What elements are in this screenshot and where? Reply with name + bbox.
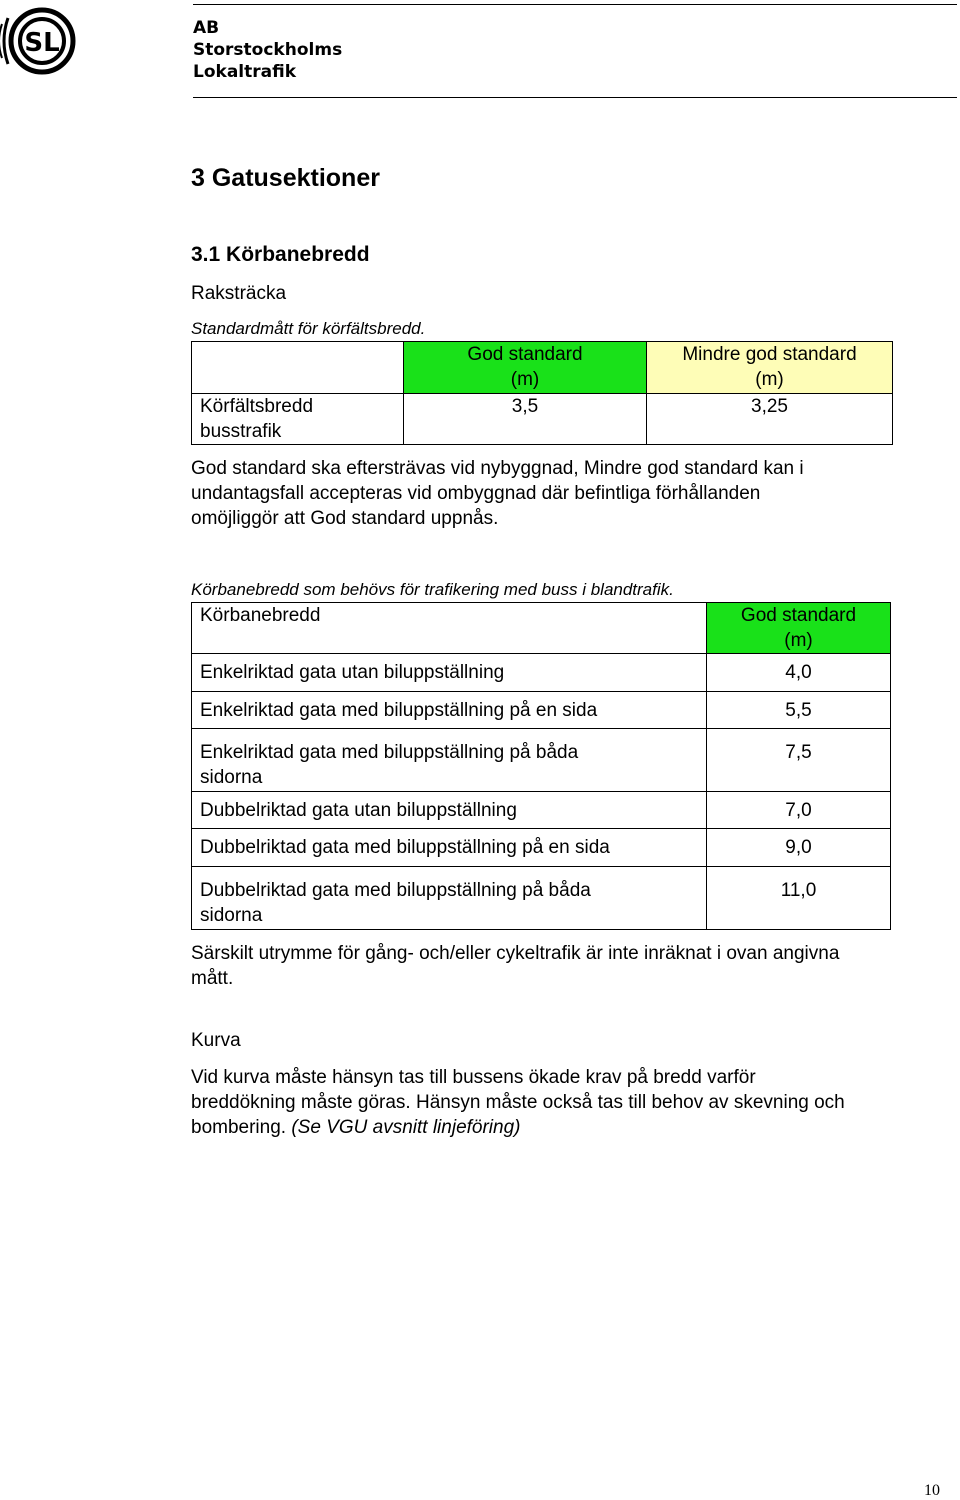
table-row xyxy=(192,342,893,394)
row-label-line1: Körfältsbredd xyxy=(200,396,314,417)
row-value: 5,5 xyxy=(707,692,891,729)
table-cell-empty xyxy=(192,342,404,394)
header-rule-top xyxy=(193,4,957,5)
table2-caption: Körbanebredd som behövs för trafikering med buss i blandtrafik. xyxy=(191,580,674,599)
row-label-line1: Dubbelriktad gata med biluppställning på båda xyxy=(200,880,591,901)
paragraph-sarskilt xyxy=(191,941,839,991)
paragraph-line: mått. xyxy=(191,968,234,989)
company-name xyxy=(193,17,342,83)
paragraph-kurva xyxy=(191,1065,845,1140)
header-god-line1: God standard xyxy=(467,344,583,365)
paragraph-standard xyxy=(191,456,804,531)
company-line-3: Lokaltrafik xyxy=(193,62,297,82)
header-mindre-line2: (m) xyxy=(755,369,784,390)
table1-caption: Standardmått för körfältsbredd. xyxy=(191,319,426,338)
table-korbanebredd xyxy=(191,602,891,930)
paragraph-text: bombering. xyxy=(191,1117,292,1138)
row-label: Enkelriktad gata utan biluppställning xyxy=(192,654,707,692)
table-row xyxy=(192,792,891,829)
cell-mindre-value: 3,25 xyxy=(647,394,893,445)
row-label: Dubbelriktad gata utan biluppställning xyxy=(192,792,707,829)
paragraph-line: omöjliggör att God standard uppnås. xyxy=(191,508,499,529)
row-label: Dubbelriktad gata med biluppställning på en sida xyxy=(192,829,707,867)
kurva-heading: Kurva xyxy=(191,1030,241,1051)
paragraph-line: Särskilt utrymme för gång- och/eller cykeltrafik är inte inräknat i ovan angivna xyxy=(191,943,840,964)
row-value: 11,0 xyxy=(707,867,891,930)
paragraph-line: Vid kurva måste hänsyn tas till bussens ökade krav på bredd varför xyxy=(191,1067,756,1088)
cell-god-value: 3,5 xyxy=(404,394,647,445)
header-god-line2: (m) xyxy=(510,369,540,390)
row-label-line1: Enkelriktad gata med biluppställning på båda xyxy=(200,742,579,763)
header-korbanebredd: Körbanebredd xyxy=(192,603,707,654)
table-row xyxy=(192,829,891,867)
row-label-line2: busstrafik xyxy=(200,421,282,442)
header-god-line2: (m) xyxy=(784,630,813,651)
table-row xyxy=(192,603,891,654)
table-row xyxy=(192,692,891,729)
company-line-2: Storstockholms xyxy=(193,40,343,60)
table-row xyxy=(192,394,893,445)
table-row xyxy=(192,654,891,692)
table-row xyxy=(192,867,891,930)
row-label xyxy=(192,729,707,792)
row-label-line2: sidorna xyxy=(200,905,263,926)
paragraph-line: God standard ska eftersträvas vid nybyggnad, Mindre god standard kan i xyxy=(191,458,804,479)
row-value: 9,0 xyxy=(707,829,891,867)
header-god-line1: God standard xyxy=(740,605,857,626)
row-value: 4,0 xyxy=(707,654,891,692)
header-god-standard xyxy=(707,603,891,654)
header-god-standard xyxy=(404,342,647,394)
row-value: 7,5 xyxy=(707,729,891,792)
paragraph-line: undantagsfall accepteras vid ombyggnad där befintliga förhållanden xyxy=(191,483,761,504)
table-row xyxy=(192,729,891,792)
header-mindre-god-standard xyxy=(647,342,893,394)
svg-text:SL: SL xyxy=(24,28,60,58)
row-label-line2: sidorna xyxy=(200,767,263,788)
vgu-reference: (Se VGU avsnitt linjeföring) xyxy=(291,1117,521,1138)
table-korfaltsbredd xyxy=(191,341,893,445)
header-mindre-line1: Mindre god standard xyxy=(682,344,857,365)
company-line-1: AB xyxy=(193,18,220,38)
row-label-korfaltsbredd xyxy=(192,394,404,445)
subsection-title: 3.1 Körbanebredd xyxy=(191,243,370,266)
page-number: 10 xyxy=(924,1482,940,1499)
sl-logo xyxy=(0,4,88,78)
paragraph-line: breddökning måste göras. Hänsyn måste också tas till behov av skevning och xyxy=(191,1092,845,1113)
row-label xyxy=(192,867,707,930)
row-value: 7,0 xyxy=(707,792,891,829)
header-rule-bottom xyxy=(193,97,957,98)
paragraph-line xyxy=(191,1115,845,1140)
section-title: 3 Gatusektioner xyxy=(191,164,380,192)
row-label: Enkelriktad gata med biluppställning på en sida xyxy=(192,692,707,729)
rakstracka-heading: Raksträcka xyxy=(191,283,287,304)
